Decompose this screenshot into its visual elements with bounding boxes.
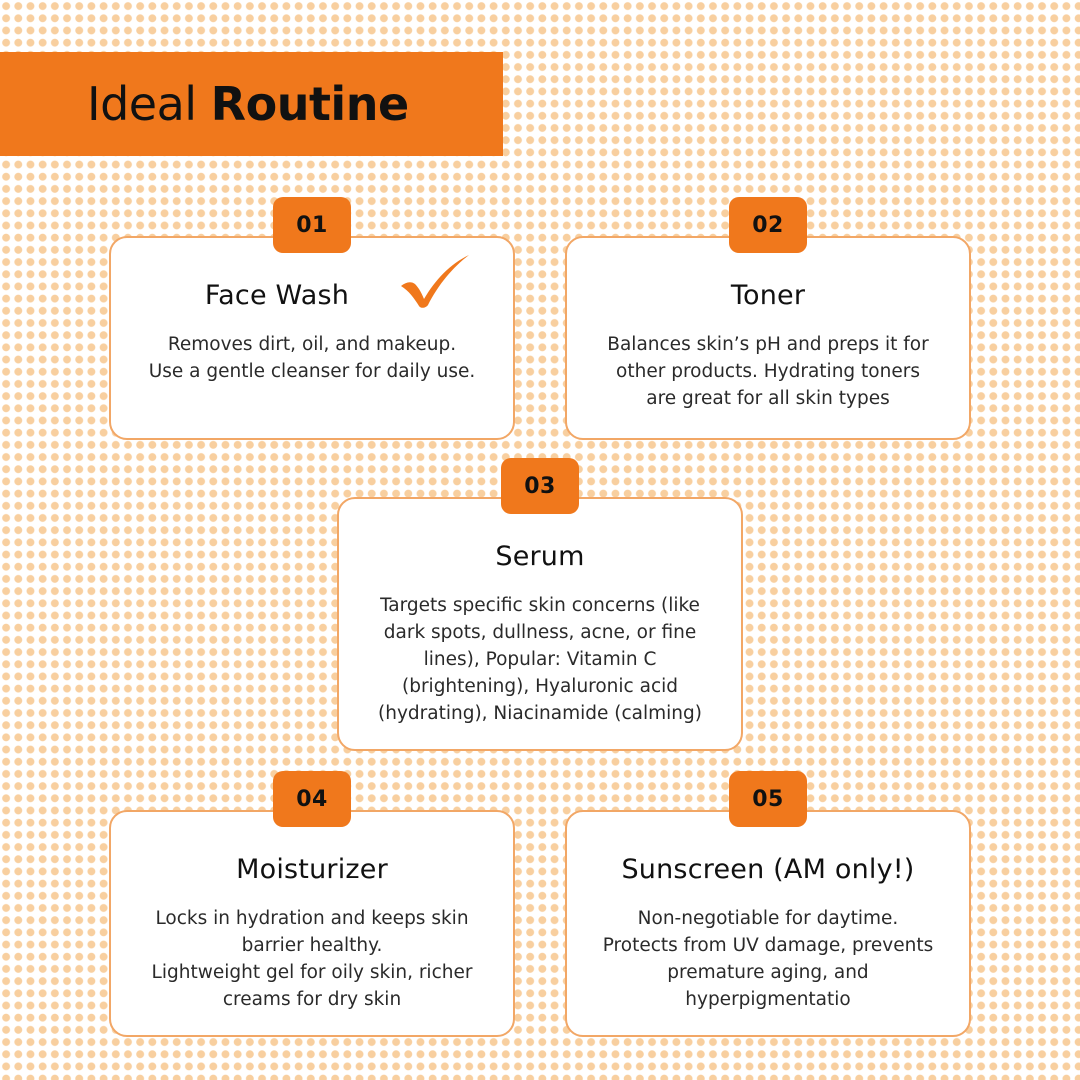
step-description-line: Targets specific skin concerns (like bbox=[380, 595, 700, 616]
checkmark-icon bbox=[398, 252, 472, 310]
step-description bbox=[355, 592, 725, 727]
step-description-line: barrier healthy. bbox=[241, 935, 383, 956]
step-card-moisturizer bbox=[109, 810, 515, 1037]
step-number-badge: 04 bbox=[273, 771, 351, 827]
step-description-line: lines), Popular: Vitamin C bbox=[423, 649, 657, 670]
step-number-badge: 01 bbox=[273, 197, 351, 253]
step-description bbox=[127, 905, 497, 1013]
step-title: Face Wash bbox=[204, 280, 350, 311]
step-number-badge: 05 bbox=[729, 771, 807, 827]
step-description-line: dark spots, dullness, acne, or fine bbox=[383, 622, 697, 643]
step-title: Serum bbox=[495, 541, 585, 572]
step-description-line: Protects from UV damage, prevents bbox=[602, 935, 934, 956]
title-banner bbox=[0, 52, 503, 156]
step-description-line: hyperpigmentatio bbox=[685, 989, 851, 1010]
page-title-bold: Routine bbox=[210, 77, 409, 131]
step-description bbox=[127, 331, 497, 385]
page-title-light: Ideal bbox=[87, 77, 197, 131]
step-card-toner bbox=[565, 236, 971, 440]
step-description-line: Removes dirt, oil, and makeup. bbox=[167, 334, 457, 355]
step-description-line: Locks in hydration and keeps skin bbox=[155, 908, 469, 929]
step-card-serum bbox=[337, 497, 743, 751]
step-description-line: Balances skin’s pH and preps it for bbox=[607, 334, 929, 355]
step-title: Toner bbox=[730, 280, 806, 311]
step-description-line: premature aging, and bbox=[667, 962, 869, 983]
step-description bbox=[583, 905, 953, 1013]
step-description-line: Non-negotiable for daytime. bbox=[637, 908, 899, 929]
step-number-badge: 03 bbox=[501, 458, 579, 514]
step-description-line: (brightening), Hyaluronic acid bbox=[401, 676, 678, 697]
page-title bbox=[87, 77, 409, 131]
step-card-sunscreen bbox=[565, 810, 971, 1037]
step-description bbox=[583, 331, 953, 412]
step-description-line: Use a gentle cleanser for daily use. bbox=[148, 361, 476, 382]
step-title: Moisturizer bbox=[236, 854, 388, 885]
step-description-line: Lightweight gel for oily skin, richer bbox=[151, 962, 473, 983]
step-description-line: (hydrating), Niacinamide (calming) bbox=[378, 703, 702, 724]
step-title: Sunscreen (AM only!) bbox=[621, 854, 915, 885]
step-description-line: other products. Hydrating toners bbox=[616, 361, 920, 382]
step-description-line: are great for all skin types bbox=[646, 388, 890, 409]
step-description-line: creams for dry skin bbox=[222, 989, 402, 1010]
step-number-badge: 02 bbox=[729, 197, 807, 253]
